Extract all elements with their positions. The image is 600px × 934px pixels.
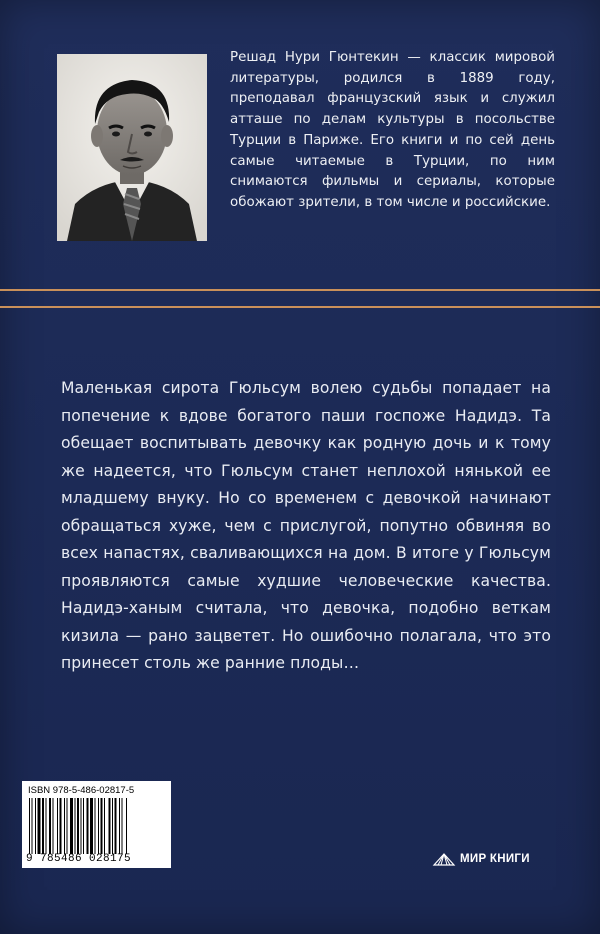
author-photo <box>57 54 207 241</box>
book-blurb: Маленькая сирота Гюльсум волею судьбы попадает на попечение к вдове богатого паши госпоже Надидэ. Та обещает воспитывать девочку как родную дочь и к тому же надеется, что Гюльсум станет неплохой нянькой ее младшему внуку. Но со временем с девочкой начинают обращаться хуже, чем с прислугой, попутно обвиняя во всех напастях, сваливающихся на дом. В итоге у Гюльсум проявляются самые худшие человеческие качества. Надидэ-ханым считала, что девочка, подобно веткам кизила — рано зацветет. Но ошибочно полагала, что это принесет столь же ранние плоды… <box>61 379 551 672</box>
book-fan-icon <box>432 851 456 867</box>
author-bio: Решад Нури Гюнтекин — классик мировой литературы, родился в 1889 году, преподавал французский язык и служил атташе по делам культуры в посольстве Турции в Париже. Его книги и по сей день самые читаемые в Турции, по ним снимаются фильмы и сериалы, которые обожают зрители, в том числе и российские. <box>230 50 555 210</box>
divider-top <box>0 289 600 291</box>
divider-bottom <box>0 306 600 308</box>
ean-number: 9 785486 028175 <box>26 853 132 865</box>
author-portrait-image <box>57 54 207 241</box>
isbn-label: ISBN 978-5-486-02817-5 <box>28 785 135 796</box>
barcode-panel <box>22 781 171 868</box>
barcode-icon <box>28 798 166 854</box>
publisher-logo <box>432 850 530 868</box>
publisher-name: МИР КНИГИ <box>460 853 530 865</box>
